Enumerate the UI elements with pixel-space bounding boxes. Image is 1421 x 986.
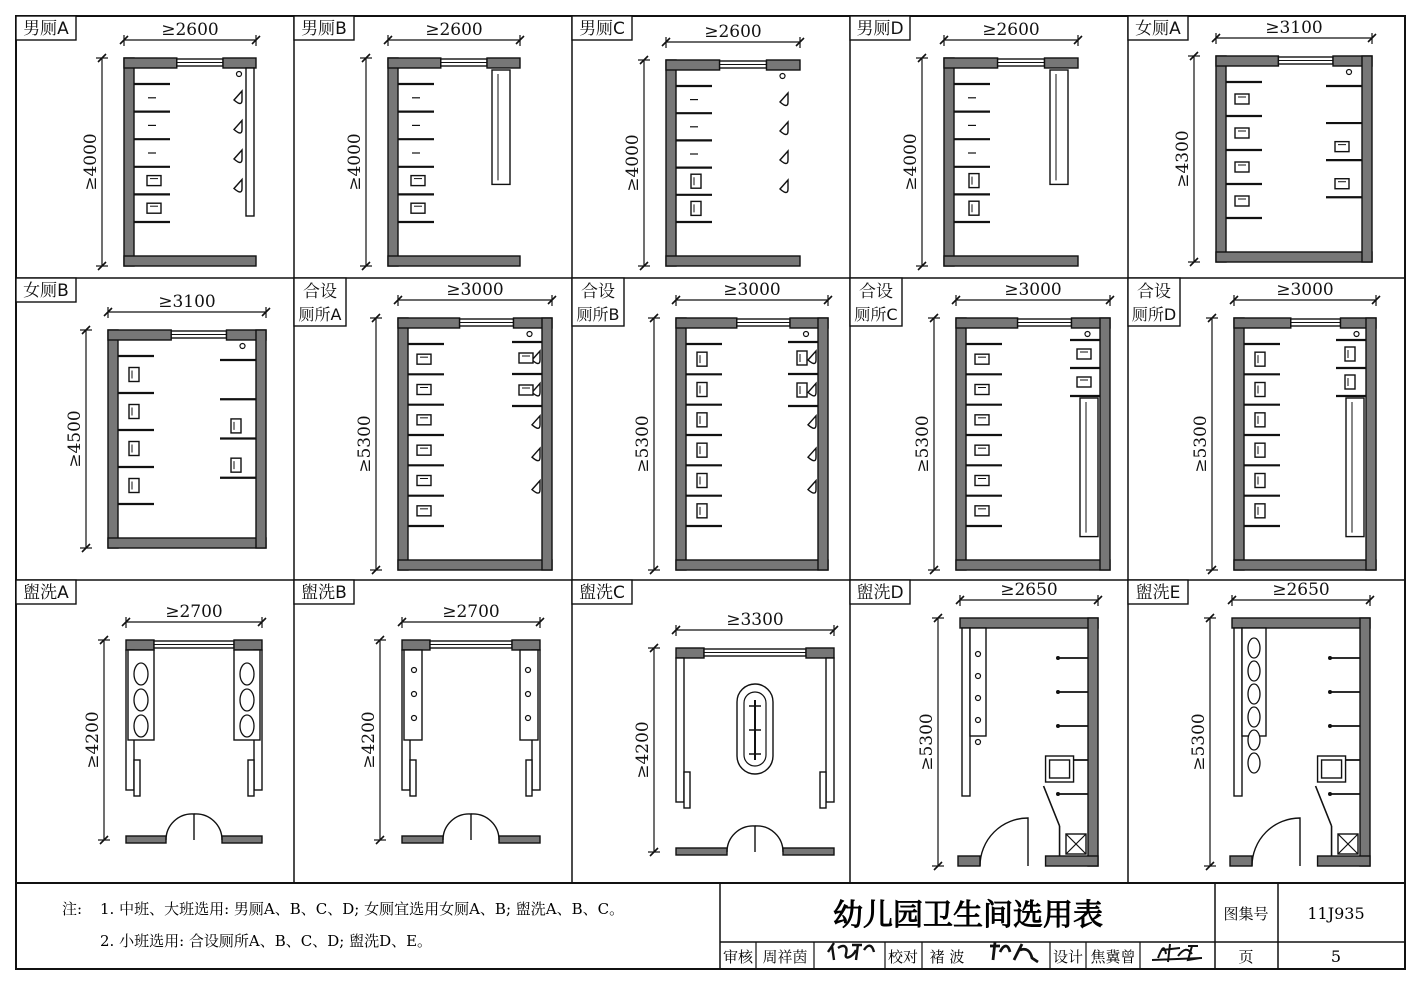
dimension-width-label: ≥2600 bbox=[982, 20, 1040, 40]
toilet-fixture bbox=[969, 174, 979, 188]
floor-drain bbox=[976, 652, 981, 657]
wall bbox=[767, 60, 801, 70]
toilet-fixture bbox=[411, 176, 425, 186]
mirror-strip bbox=[248, 760, 254, 796]
floor-drain bbox=[976, 674, 981, 679]
dimension-width-label: ≥2700 bbox=[442, 602, 500, 622]
wall bbox=[542, 318, 552, 570]
wall bbox=[676, 318, 686, 570]
toilet-fixture bbox=[411, 203, 425, 213]
towel-hook bbox=[1328, 656, 1332, 660]
panel-label-text: 盥洗E bbox=[1135, 583, 1181, 603]
panel-label-line-1: 合设 bbox=[859, 282, 893, 302]
wall bbox=[398, 318, 460, 328]
wall bbox=[944, 256, 1078, 266]
panel-label-line-2: 厕所C bbox=[854, 305, 898, 324]
towel-hook bbox=[1328, 792, 1332, 796]
toilet-fixture bbox=[231, 458, 241, 472]
panel-label bbox=[1128, 16, 1188, 40]
panel-label-text: 男厕A bbox=[23, 19, 69, 39]
wall bbox=[1232, 618, 1370, 628]
floor-drain bbox=[976, 740, 981, 745]
urinal-fixture bbox=[780, 93, 788, 106]
atlas-label: 图集号 bbox=[1223, 905, 1269, 923]
toilet-fixture bbox=[231, 419, 241, 433]
wall bbox=[1045, 58, 1079, 68]
wall bbox=[1366, 318, 1376, 570]
wall bbox=[487, 58, 520, 68]
panel-label bbox=[294, 16, 354, 40]
wall bbox=[956, 318, 966, 570]
dimension-width-label: ≥2600 bbox=[704, 22, 762, 42]
toilet-fixture bbox=[1077, 377, 1091, 387]
wall bbox=[222, 836, 262, 843]
panel-label-line-1: 合设 bbox=[1137, 282, 1171, 302]
outer-border bbox=[16, 16, 1405, 969]
wall bbox=[388, 256, 520, 266]
toilet-fixture bbox=[1235, 94, 1249, 104]
page-number: 5 bbox=[1330, 947, 1342, 966]
dimension-width-label: ≥3000 bbox=[1004, 280, 1062, 300]
plan-panel bbox=[1128, 16, 1376, 266]
wash-basin bbox=[1248, 753, 1260, 773]
dimension-depth-label: ≥5300 bbox=[1191, 415, 1211, 473]
wall bbox=[676, 560, 828, 570]
toilet-fixture bbox=[519, 385, 533, 395]
entry-door bbox=[980, 818, 1028, 866]
toilet-fixture bbox=[1235, 162, 1249, 172]
check-name: 褚 波 bbox=[929, 948, 965, 966]
wall bbox=[124, 256, 256, 266]
wall bbox=[958, 856, 980, 866]
design-name: 焦冀曾 bbox=[1090, 948, 1136, 966]
towel-hook bbox=[1056, 724, 1060, 728]
panel-label bbox=[1128, 580, 1188, 604]
urinal-fixture bbox=[532, 416, 540, 429]
dimension-depth-label: ≥5300 bbox=[917, 713, 937, 771]
dimension-width-label: ≥3100 bbox=[158, 292, 216, 312]
toilet-fixture bbox=[975, 445, 989, 455]
dimension-width-label: ≥2650 bbox=[1000, 580, 1058, 600]
panel-label-line-1: 合设 bbox=[581, 282, 615, 302]
toilet-fixture bbox=[417, 506, 431, 516]
wall bbox=[1318, 856, 1370, 866]
wall bbox=[666, 60, 720, 70]
dimension-width-label: ≥2600 bbox=[161, 20, 219, 40]
notes-block bbox=[62, 900, 624, 950]
dimension-width-label: ≥3000 bbox=[723, 280, 781, 300]
toilet-fixture bbox=[129, 479, 139, 493]
wall bbox=[402, 836, 443, 843]
atlas-number: 11J935 bbox=[1307, 904, 1365, 923]
dimension-depth-label: ≥4500 bbox=[65, 410, 85, 468]
side-wall-left bbox=[1234, 628, 1242, 796]
panel-label-text: 盥洗C bbox=[579, 583, 625, 603]
notes-line-1: 1. 中班、大班选用: 男厕A、B、C、D; 女厕宜选用女厕A、B; 盥洗A、B、C。 bbox=[100, 900, 625, 918]
dimension-width-label: ≥2700 bbox=[165, 602, 223, 622]
wall bbox=[676, 848, 727, 855]
dimension-width-label: ≥3300 bbox=[726, 610, 784, 630]
toilet-fixture bbox=[697, 352, 707, 366]
wall bbox=[676, 318, 737, 328]
wall bbox=[256, 330, 266, 548]
signature-check bbox=[990, 942, 1038, 962]
wash-basin bbox=[134, 663, 148, 685]
floor-drain bbox=[526, 668, 531, 673]
side-wall-left bbox=[962, 628, 970, 796]
panel-label bbox=[572, 16, 632, 40]
urinal-fixture bbox=[532, 448, 540, 461]
wall bbox=[388, 58, 398, 266]
wall bbox=[1234, 318, 1291, 328]
urinal-trough bbox=[1080, 398, 1098, 537]
toilet-fixture bbox=[697, 413, 707, 427]
double-door-left bbox=[727, 826, 755, 852]
towel-hook bbox=[1056, 792, 1060, 796]
toilet-fixture bbox=[417, 354, 431, 364]
dimension-depth-label: ≥4000 bbox=[901, 133, 921, 191]
dimension-width-label: ≥2600 bbox=[425, 20, 483, 40]
wall bbox=[108, 538, 266, 548]
dimension-depth-label: ≥4000 bbox=[81, 133, 101, 191]
wall bbox=[1216, 252, 1372, 262]
plan-panel bbox=[16, 16, 260, 270]
plan-panels bbox=[16, 16, 1380, 870]
panel-label-text: 男厕D bbox=[856, 19, 904, 39]
wash-basin bbox=[134, 689, 148, 711]
dimension-depth-label: ≥4000 bbox=[345, 133, 365, 191]
review-label: 审核 bbox=[722, 948, 754, 966]
plan-panel bbox=[1128, 278, 1380, 574]
toilet-fixture bbox=[1255, 474, 1265, 488]
panel-label bbox=[850, 278, 902, 326]
wall bbox=[944, 58, 998, 68]
dimension-depth-label: ≥4300 bbox=[1173, 130, 1193, 188]
urinal-trough bbox=[1346, 398, 1364, 537]
towel-hook bbox=[1056, 656, 1060, 660]
wall bbox=[1234, 560, 1376, 570]
review-name: 周祥茵 bbox=[762, 948, 808, 966]
panel-label bbox=[294, 580, 354, 604]
panel-label-text: 盥洗B bbox=[301, 583, 347, 603]
dimension-width-label: ≥3000 bbox=[446, 280, 504, 300]
panel-label-text: 女厕A bbox=[1135, 19, 1181, 39]
toilet-fixture bbox=[417, 385, 431, 395]
plan-panel bbox=[294, 580, 544, 844]
cabinet-inner bbox=[1322, 760, 1342, 778]
wall bbox=[1216, 56, 1226, 262]
wall bbox=[676, 648, 704, 658]
toilet-fixture bbox=[975, 415, 989, 425]
toilet-fixture bbox=[417, 415, 431, 425]
wall bbox=[666, 256, 800, 266]
double-door-left bbox=[443, 814, 471, 840]
mirror-strip bbox=[820, 772, 826, 808]
toilet-fixture bbox=[797, 383, 807, 397]
wall bbox=[1362, 56, 1372, 262]
wall bbox=[398, 560, 552, 570]
plan-panel bbox=[850, 278, 1114, 574]
toilet-fixture bbox=[697, 383, 707, 397]
notes-prefix: 注: bbox=[62, 900, 83, 918]
floor-drain bbox=[526, 692, 531, 697]
toilet-fixture bbox=[147, 176, 161, 186]
towel-hook bbox=[1328, 724, 1332, 728]
wall bbox=[126, 640, 154, 650]
side-wall-left bbox=[676, 658, 684, 802]
wall bbox=[666, 60, 676, 266]
double-door-right bbox=[755, 826, 783, 852]
dimension-width-label: ≥2650 bbox=[1272, 580, 1330, 600]
wall bbox=[388, 58, 441, 68]
toilet-fixture bbox=[691, 174, 701, 188]
panel-label bbox=[572, 580, 632, 604]
design-label: 设计 bbox=[1052, 948, 1084, 966]
plan-panel bbox=[294, 278, 556, 574]
floor-drain bbox=[976, 696, 981, 701]
toilet-fixture bbox=[1255, 352, 1265, 366]
dimension-depth-label: ≥5300 bbox=[633, 415, 653, 473]
wall bbox=[1088, 618, 1098, 866]
double-door-right bbox=[471, 814, 499, 840]
toilet-fixture bbox=[147, 203, 161, 213]
toilet-fixture bbox=[975, 354, 989, 364]
panel-label-text: 女厕B bbox=[23, 281, 69, 301]
dimension-depth-label: ≥4000 bbox=[623, 134, 643, 192]
plan-panel bbox=[572, 16, 804, 270]
toilet-fixture bbox=[519, 353, 533, 363]
toilet-fixture bbox=[1255, 504, 1265, 518]
toilet-fixture bbox=[129, 442, 139, 456]
panel-label-text: 盥洗A bbox=[23, 583, 69, 603]
side-wall-right bbox=[826, 658, 834, 802]
wall bbox=[1046, 856, 1098, 866]
wall bbox=[398, 318, 408, 570]
wall bbox=[818, 318, 828, 570]
check-label: 校对 bbox=[887, 948, 919, 966]
floor-drain bbox=[412, 716, 417, 721]
wall bbox=[1216, 56, 1278, 66]
wall bbox=[223, 58, 256, 68]
plan-panel bbox=[850, 16, 1082, 270]
panel-label-text: 男厕C bbox=[579, 19, 625, 39]
mirror-strip bbox=[410, 760, 416, 796]
urinal-fixture bbox=[808, 351, 816, 364]
floor-drain bbox=[526, 716, 531, 721]
wash-basin bbox=[1248, 638, 1260, 658]
floor-drain bbox=[412, 668, 417, 673]
dimension-depth-label: ≥5300 bbox=[1189, 713, 1209, 771]
drawing-title: 幼儿园卫生间选用表 bbox=[833, 898, 1103, 933]
toilet-fixture bbox=[975, 506, 989, 516]
floor-drain bbox=[237, 72, 242, 77]
wash-basin bbox=[1248, 707, 1260, 727]
plan-panel bbox=[572, 278, 832, 574]
wall bbox=[124, 58, 177, 68]
plan-panel bbox=[16, 278, 270, 552]
urinal-fixture bbox=[234, 150, 242, 163]
panel-label bbox=[16, 278, 76, 302]
signature-review bbox=[828, 943, 874, 960]
wall bbox=[1100, 318, 1110, 570]
floor-drain bbox=[780, 74, 785, 79]
toilet-fixture bbox=[1235, 196, 1249, 206]
wall bbox=[960, 618, 1098, 628]
panel-label-line-2: 厕所D bbox=[1131, 305, 1177, 324]
dimension-width-label: ≥3000 bbox=[1276, 280, 1334, 300]
toilet-fixture bbox=[1345, 347, 1355, 361]
panel-label bbox=[850, 580, 910, 604]
urinal-fixture bbox=[808, 383, 816, 396]
partition bbox=[1316, 786, 1332, 826]
toilet-fixture bbox=[417, 445, 431, 455]
panel-label bbox=[294, 278, 346, 326]
dimension-depth-label: ≥4200 bbox=[83, 711, 103, 769]
urinal-fixture bbox=[808, 448, 816, 461]
panel-label bbox=[1128, 278, 1180, 326]
floor-drain bbox=[1085, 332, 1090, 337]
toilet-fixture bbox=[691, 201, 701, 215]
entry-door bbox=[1252, 818, 1300, 866]
toilet-fixture bbox=[129, 405, 139, 419]
toilet-fixture bbox=[797, 351, 807, 365]
wall bbox=[108, 330, 171, 340]
wash-basin bbox=[1248, 661, 1260, 681]
panel-label bbox=[16, 580, 76, 604]
toilet-fixture bbox=[1255, 413, 1265, 427]
floor-drain bbox=[527, 332, 532, 337]
wall bbox=[402, 640, 430, 650]
wall bbox=[234, 640, 262, 650]
urinal-trough bbox=[1050, 70, 1068, 184]
notes-line-2: 2. 小班选用: 合设厕所A、B、C、D; 盥洗D、E。 bbox=[100, 932, 433, 950]
wall bbox=[126, 836, 166, 843]
partition bbox=[1044, 786, 1060, 826]
floor-drain bbox=[240, 344, 245, 349]
toilet-fixture bbox=[975, 385, 989, 395]
plan-panel bbox=[294, 16, 524, 270]
urinal-fixture bbox=[780, 122, 788, 135]
mirror-strip bbox=[526, 760, 532, 796]
wash-basin bbox=[240, 715, 254, 737]
dimension-depth-label: ≥4200 bbox=[359, 711, 379, 769]
urinal-fixture bbox=[780, 151, 788, 164]
toilet-fixture bbox=[969, 201, 979, 215]
toilet-fixture bbox=[1335, 142, 1349, 152]
urinal-fixture bbox=[234, 121, 242, 134]
urinal-fixture bbox=[234, 91, 242, 104]
toilet-fixture bbox=[1255, 383, 1265, 397]
towel-hook bbox=[1328, 690, 1332, 694]
wall bbox=[1360, 618, 1370, 866]
panel-label bbox=[16, 16, 76, 40]
plan-panel bbox=[850, 580, 1102, 870]
mirror-strip bbox=[684, 772, 690, 808]
toilet-fixture bbox=[975, 476, 989, 486]
wall bbox=[124, 58, 134, 266]
panel-label-line-2: 厕所A bbox=[298, 305, 342, 324]
toilet-fixture bbox=[697, 504, 707, 518]
panel-label-text: 男厕B bbox=[301, 19, 347, 39]
cabinet-inner bbox=[1050, 760, 1070, 778]
wash-basin bbox=[1248, 730, 1260, 750]
toilet-fixture bbox=[1335, 179, 1349, 189]
wall bbox=[956, 318, 1018, 328]
plan-panel bbox=[16, 580, 266, 844]
toilet-fixture bbox=[417, 476, 431, 486]
wall bbox=[108, 330, 118, 548]
sheet-frame bbox=[16, 16, 1405, 969]
wall bbox=[499, 836, 540, 843]
toilet-fixture bbox=[1077, 349, 1091, 359]
floor-drain bbox=[804, 332, 809, 337]
toilet-fixture bbox=[697, 474, 707, 488]
signature-design bbox=[1152, 944, 1202, 962]
dimension-width-label: ≥3100 bbox=[1265, 18, 1323, 38]
wash-basin bbox=[1248, 684, 1260, 704]
page-label: 页 bbox=[1238, 948, 1254, 966]
floor-drain bbox=[976, 718, 981, 723]
wash-basin bbox=[240, 663, 254, 685]
wall bbox=[783, 848, 834, 855]
wall bbox=[944, 58, 954, 266]
urinal-fixture bbox=[808, 416, 816, 429]
wall bbox=[956, 560, 1110, 570]
dimension-depth-label: ≥4200 bbox=[633, 721, 653, 779]
toilet-fixture bbox=[1235, 128, 1249, 138]
panel-label-line-2: 厕所B bbox=[576, 305, 620, 324]
floor-drain bbox=[412, 692, 417, 697]
double-door-right bbox=[194, 814, 222, 840]
wash-basin bbox=[240, 689, 254, 711]
wall bbox=[1234, 318, 1244, 570]
panel-label bbox=[850, 16, 910, 40]
toilet-fixture bbox=[697, 443, 707, 457]
title-block bbox=[723, 898, 1365, 966]
double-door-left bbox=[166, 814, 194, 840]
wall bbox=[512, 640, 540, 650]
floor-drain bbox=[1347, 70, 1352, 75]
wall bbox=[806, 648, 834, 658]
urinal-fixture bbox=[808, 481, 816, 494]
panel-label-line-1: 合设 bbox=[303, 282, 337, 302]
dimension-depth-label: ≥5300 bbox=[913, 415, 933, 473]
toilet-fixture bbox=[1255, 443, 1265, 457]
panel-label-text: 盥洗D bbox=[856, 583, 904, 603]
wash-basin bbox=[134, 715, 148, 737]
urinal-trough bbox=[246, 68, 254, 216]
toilet-fixture bbox=[1345, 375, 1355, 389]
dimension-depth-label: ≥5300 bbox=[355, 415, 375, 473]
urinal-trough bbox=[492, 70, 510, 184]
toilet-fixture bbox=[129, 368, 139, 382]
towel-hook bbox=[1056, 690, 1060, 694]
plan-panel bbox=[1128, 580, 1374, 870]
floor-drain bbox=[1354, 332, 1359, 337]
plan-panel bbox=[572, 580, 838, 856]
wall bbox=[1230, 856, 1252, 866]
panel-label bbox=[572, 278, 624, 326]
mirror-strip bbox=[134, 760, 140, 796]
urinal-fixture bbox=[780, 180, 788, 193]
urinal-fixture bbox=[234, 180, 242, 193]
urinal-fixture bbox=[532, 481, 540, 494]
